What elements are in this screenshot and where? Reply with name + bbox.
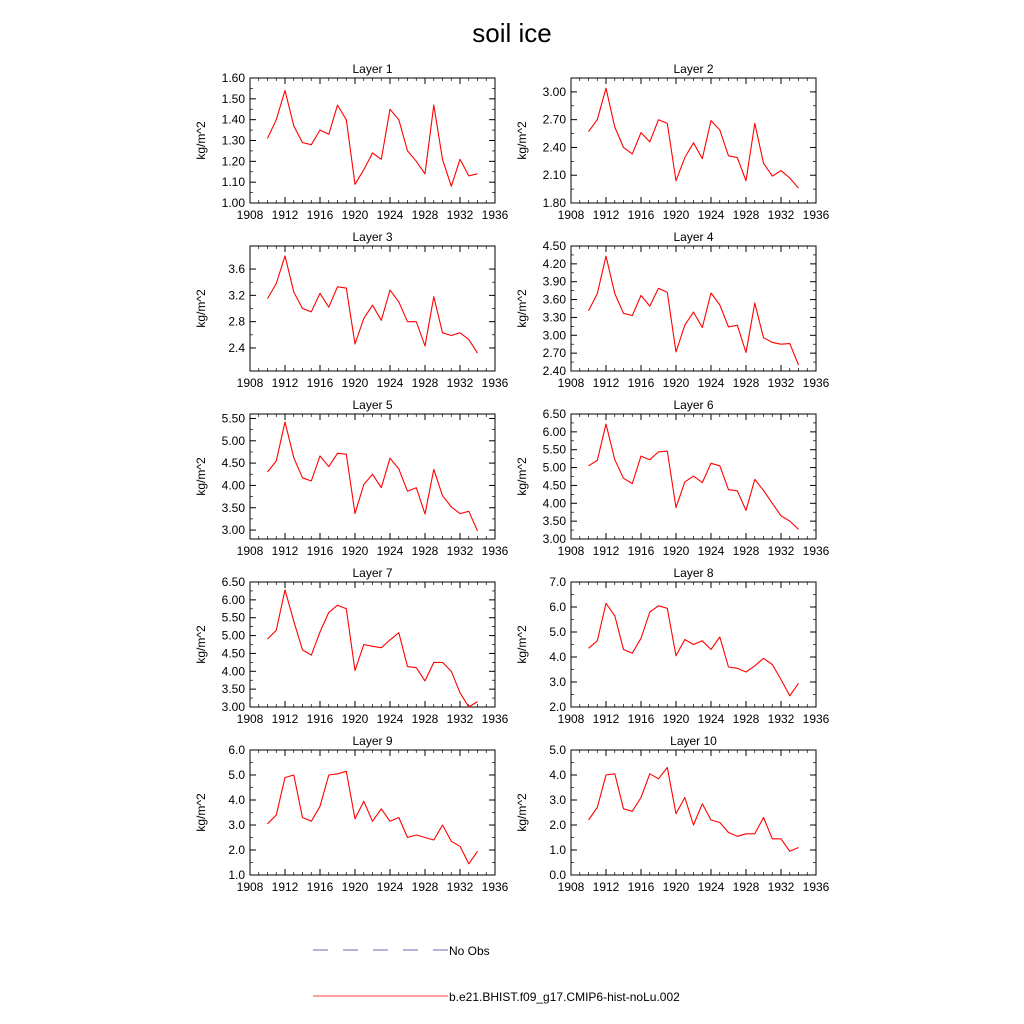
- y-tick-label: 4.50: [221, 456, 245, 471]
- x-tick-label: 1928: [411, 544, 439, 558]
- y-tick-label: 1.80: [542, 196, 566, 210]
- y-tick-label: 4.50: [221, 646, 245, 661]
- x-tick-label: 1932: [767, 544, 795, 558]
- x-tick-label: 1912: [271, 544, 299, 558]
- panel-layer-8: [515, 566, 830, 726]
- series-line-layer-6: [589, 424, 799, 529]
- x-tick-label: 1920: [662, 376, 690, 390]
- y-tick-label: 3.50: [221, 682, 245, 697]
- y-tick-label: 4.0: [549, 768, 566, 782]
- x-tick-label: 1920: [341, 544, 369, 558]
- plot-frame: [571, 750, 816, 875]
- x-tick-label: 1928: [411, 880, 439, 894]
- y-tick-label: 3.00: [221, 523, 245, 538]
- panel-title-layer-10: Layer 10: [670, 734, 717, 748]
- x-tick-label: 1908: [236, 208, 264, 222]
- series-line-layer-8: [589, 603, 799, 696]
- y-tick-label: 4.00: [221, 664, 245, 679]
- panel-layer-10: [515, 734, 830, 894]
- x-tick-label: 1920: [662, 544, 690, 558]
- y-axis-label: kg/m^2: [194, 793, 208, 832]
- y-axis-label: kg/m^2: [515, 121, 529, 160]
- x-tick-label: 1916: [306, 208, 334, 222]
- x-tick-label: 1912: [271, 880, 299, 894]
- x-tick-label: 1916: [306, 880, 334, 894]
- panel-layer-6: [515, 398, 830, 558]
- x-tick-label: 1908: [236, 544, 264, 558]
- y-tick-label: 5.50: [221, 411, 245, 426]
- x-tick-label: 1924: [697, 376, 725, 390]
- y-tick-label: 3.30: [542, 310, 566, 325]
- y-tick-label: 4.00: [221, 478, 245, 493]
- series-line-layer-2: [589, 88, 799, 188]
- legend-label-model: b.e21.BHIST.f09_g17.CMIP6-hist-noLu.002: [449, 990, 680, 1004]
- x-tick-label: 1924: [697, 544, 725, 558]
- series-line-layer-10: [589, 768, 799, 852]
- y-tick-label: 1.50: [221, 91, 245, 106]
- x-tick-label: 1928: [732, 712, 760, 726]
- y-tick-label: 3.90: [542, 274, 566, 289]
- y-tick-label: 4.50: [542, 478, 566, 493]
- panel-title-layer-2: Layer 2: [673, 62, 714, 76]
- x-tick-label: 1912: [592, 208, 620, 222]
- legend-label-no-obs: No Obs: [449, 944, 490, 958]
- y-tick-label: 3.60: [542, 292, 566, 307]
- x-tick-label: 1920: [662, 712, 690, 726]
- series-line-layer-9: [268, 771, 478, 864]
- y-tick-label: 1.00: [221, 196, 245, 210]
- x-tick-label: 1916: [627, 544, 655, 558]
- x-tick-label: 1920: [341, 208, 369, 222]
- y-tick-label: 6.00: [542, 424, 566, 439]
- x-tick-label: 1924: [376, 544, 404, 558]
- y-tick-label: 3.6: [228, 262, 245, 277]
- y-tick-label: 5.00: [221, 628, 245, 643]
- y-tick-label: 1.40: [221, 112, 245, 127]
- x-tick-label: 1932: [446, 880, 474, 894]
- panel-layer-1: [194, 62, 509, 222]
- y-tick-label: 3.0: [549, 793, 566, 807]
- series-line-layer-5: [268, 422, 478, 531]
- x-tick-label: 1936: [481, 712, 509, 726]
- x-tick-label: 1924: [697, 880, 725, 894]
- y-tick-label: 6.0: [228, 743, 245, 757]
- y-tick-label: 2.0: [549, 818, 566, 832]
- x-tick-label: 1928: [411, 208, 439, 222]
- y-tick-label: 2.4: [228, 340, 245, 355]
- y-tick-label: 1.0: [228, 868, 245, 882]
- x-tick-label: 1924: [376, 376, 404, 390]
- x-tick-label: 1928: [411, 376, 439, 390]
- x-tick-label: 1936: [481, 880, 509, 894]
- x-tick-label: 1932: [446, 208, 474, 222]
- x-tick-label: 1924: [376, 880, 404, 894]
- x-tick-label: 1936: [802, 712, 830, 726]
- y-tick-label: 6.50: [221, 575, 245, 589]
- x-tick-label: 1916: [306, 376, 334, 390]
- y-axis-label: kg/m^2: [194, 457, 208, 496]
- x-tick-label: 1920: [662, 880, 690, 894]
- plot-frame: [250, 414, 495, 539]
- y-tick-label: 6.50: [542, 407, 566, 421]
- x-tick-label: 1916: [306, 544, 334, 558]
- y-axis-label: kg/m^2: [515, 457, 529, 496]
- y-tick-label: 2.40: [542, 364, 566, 378]
- x-tick-label: 1928: [732, 376, 760, 390]
- y-tick-label: 3.50: [221, 500, 245, 515]
- x-tick-label: 1920: [341, 880, 369, 894]
- x-tick-label: 1912: [592, 880, 620, 894]
- y-axis-label: kg/m^2: [194, 625, 208, 664]
- x-tick-label: 1916: [627, 208, 655, 222]
- x-tick-label: 1912: [271, 208, 299, 222]
- panel-title-layer-3: Layer 3: [352, 230, 393, 244]
- panel-title-layer-4: Layer 4: [673, 230, 714, 244]
- x-tick-label: 1912: [271, 376, 299, 390]
- y-tick-label: 3.00: [542, 328, 566, 343]
- x-tick-label: 1924: [697, 208, 725, 222]
- y-tick-label: 1.0: [549, 843, 566, 857]
- series-line-layer-7: [268, 590, 478, 707]
- x-tick-label: 1928: [732, 544, 760, 558]
- x-tick-label: 1924: [376, 712, 404, 726]
- y-tick-label: 2.70: [542, 346, 566, 361]
- x-tick-label: 1920: [341, 712, 369, 726]
- x-tick-label: 1916: [627, 880, 655, 894]
- y-tick-label: 2.10: [542, 168, 566, 183]
- x-tick-label: 1936: [802, 376, 830, 390]
- x-tick-label: 1932: [446, 544, 474, 558]
- y-tick-label: 1.30: [221, 133, 245, 148]
- x-tick-label: 1916: [627, 376, 655, 390]
- x-tick-label: 1908: [557, 208, 585, 222]
- x-tick-label: 1908: [236, 880, 264, 894]
- panel-layer-7: [194, 566, 509, 726]
- y-tick-label: 1.60: [221, 71, 245, 85]
- x-tick-label: 1920: [341, 376, 369, 390]
- x-tick-label: 1920: [662, 208, 690, 222]
- y-tick-label: 4.0: [228, 793, 245, 807]
- x-tick-label: 1936: [481, 544, 509, 558]
- y-tick-label: 5.0: [549, 625, 566, 639]
- y-tick-label: 3.00: [221, 700, 245, 714]
- x-tick-label: 1932: [446, 712, 474, 726]
- x-tick-label: 1912: [592, 712, 620, 726]
- y-tick-label: 5.00: [542, 460, 566, 475]
- legend-entry-model: [313, 990, 680, 1004]
- x-tick-label: 1932: [446, 376, 474, 390]
- x-tick-label: 1908: [236, 712, 264, 726]
- y-tick-label: 2.0: [228, 843, 245, 857]
- y-axis-label: kg/m^2: [515, 793, 529, 832]
- legend-entry-no-obs: [313, 944, 490, 958]
- panel-title-layer-6: Layer 6: [673, 398, 714, 412]
- y-tick-label: 3.50: [542, 514, 566, 529]
- x-tick-label: 1936: [802, 880, 830, 894]
- y-tick-label: 4.0: [549, 650, 566, 664]
- y-tick-label: 0.0: [549, 868, 566, 882]
- x-tick-label: 1932: [767, 880, 795, 894]
- y-tick-label: 2.8: [228, 314, 245, 329]
- y-tick-label: 6.0: [549, 600, 566, 614]
- y-tick-label: 3.0: [228, 818, 245, 832]
- y-tick-label: 2.70: [542, 112, 566, 127]
- y-tick-label: 4.00: [542, 496, 566, 511]
- x-tick-label: 1932: [767, 712, 795, 726]
- y-tick-label: 5.00: [221, 433, 245, 448]
- y-tick-label: 4.20: [542, 256, 566, 271]
- x-tick-label: 1908: [557, 376, 585, 390]
- y-axis-label: kg/m^2: [194, 121, 208, 160]
- panel-layer-5: [194, 398, 509, 558]
- x-tick-label: 1912: [592, 544, 620, 558]
- y-tick-label: 3.00: [542, 532, 566, 546]
- panel-title-layer-8: Layer 8: [673, 566, 714, 580]
- x-tick-label: 1908: [557, 880, 585, 894]
- panel-layer-2: [515, 62, 830, 222]
- y-tick-label: 2.0: [549, 700, 566, 714]
- x-tick-label: 1936: [802, 544, 830, 558]
- x-tick-label: 1916: [306, 712, 334, 726]
- y-tick-label: 4.50: [542, 239, 566, 253]
- series-line-layer-4: [589, 256, 799, 365]
- plot-frame: [250, 750, 495, 875]
- panel-layer-4: [515, 230, 830, 390]
- y-tick-label: 5.50: [542, 442, 566, 457]
- panel-title-layer-5: Layer 5: [352, 398, 393, 412]
- y-tick-label: 7.0: [549, 575, 566, 589]
- series-line-layer-1: [268, 91, 478, 187]
- y-tick-label: 5.0: [228, 768, 245, 782]
- x-tick-label: 1908: [236, 376, 264, 390]
- y-tick-label: 5.0: [549, 743, 566, 757]
- panel-title-layer-9: Layer 9: [352, 734, 393, 748]
- y-tick-label: 6.00: [221, 592, 245, 607]
- figure-title: soil ice: [472, 18, 552, 48]
- x-tick-label: 1932: [767, 376, 795, 390]
- x-tick-label: 1908: [557, 712, 585, 726]
- series-line-layer-3: [268, 256, 478, 353]
- panel-layer-9: [194, 734, 509, 894]
- x-tick-label: 1912: [271, 712, 299, 726]
- x-tick-label: 1932: [767, 208, 795, 222]
- x-tick-label: 1928: [732, 880, 760, 894]
- x-tick-label: 1916: [627, 712, 655, 726]
- y-axis-label: kg/m^2: [515, 625, 529, 664]
- x-tick-label: 1908: [557, 544, 585, 558]
- y-tick-label: 2.40: [542, 140, 566, 155]
- y-tick-label: 3.00: [542, 84, 566, 99]
- panels: [194, 62, 830, 894]
- y-tick-label: 3.0: [549, 675, 566, 689]
- y-tick-label: 1.10: [221, 175, 245, 190]
- panel-title-layer-1: Layer 1: [352, 62, 393, 76]
- x-tick-label: 1924: [376, 208, 404, 222]
- x-tick-label: 1936: [802, 208, 830, 222]
- legend: [313, 944, 680, 1004]
- y-axis-label: kg/m^2: [194, 289, 208, 328]
- y-tick-label: 1.20: [221, 154, 245, 169]
- x-tick-label: 1936: [481, 376, 509, 390]
- x-tick-label: 1936: [481, 208, 509, 222]
- x-tick-label: 1928: [411, 712, 439, 726]
- x-tick-label: 1928: [732, 208, 760, 222]
- x-tick-label: 1924: [697, 712, 725, 726]
- x-tick-label: 1912: [592, 376, 620, 390]
- panel-title-layer-7: Layer 7: [352, 566, 393, 580]
- y-axis-label: kg/m^2: [515, 289, 529, 328]
- panel-layer-3: [194, 230, 509, 390]
- y-tick-label: 3.2: [228, 288, 245, 303]
- y-tick-label: 5.50: [221, 610, 245, 625]
